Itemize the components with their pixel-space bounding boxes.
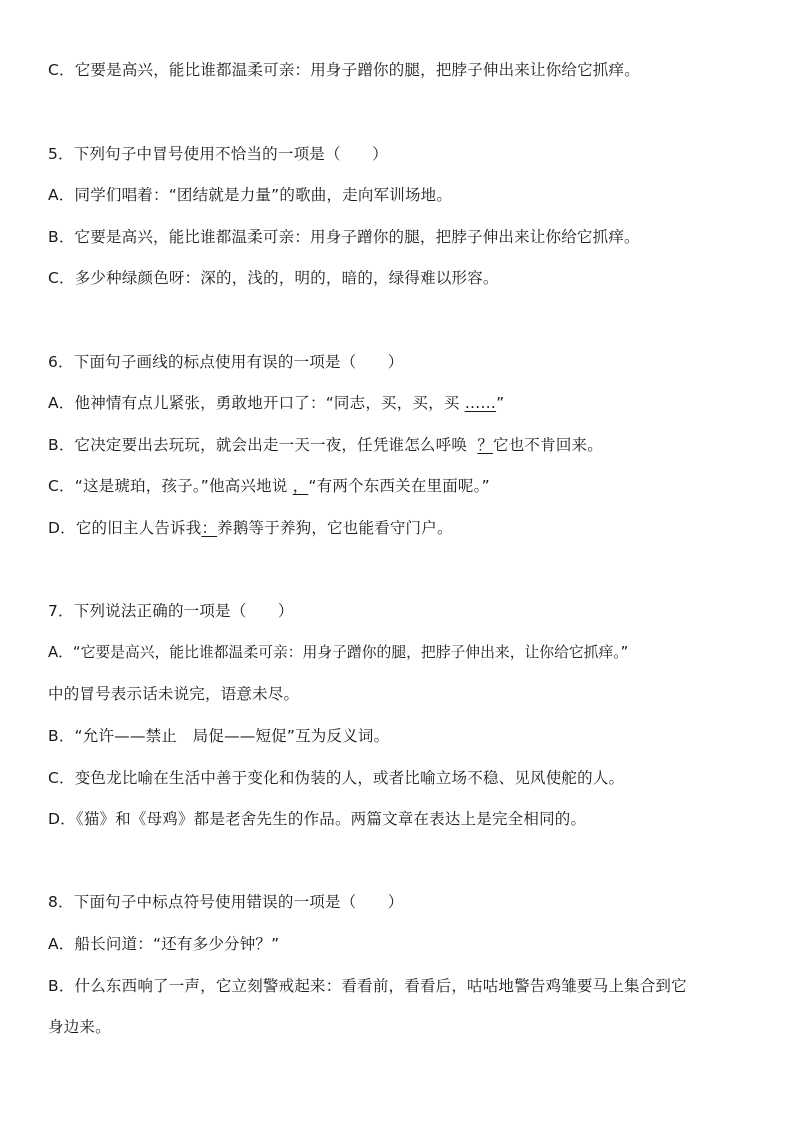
q8-option-a: A．船长问道：“还有多少分钟？” bbox=[48, 935, 280, 953]
q6-option-b-text: B．它决定要出去玩玩，就会出走一天一夜，任凭谁怎么呼唤 bbox=[48, 436, 468, 454]
q6-option-d-underlined-mark: ： bbox=[201, 519, 218, 537]
q5-option-c: C．多少种绿颜色呀：深的，浅的，明的，暗的，绿得难以形容。 bbox=[48, 269, 499, 287]
q6-option-c-underlined-mark: ， bbox=[292, 477, 309, 495]
q7-option-a-line1: A．“它要是高兴，能比谁都温柔可亲：用身子蹭你的腿，把脖子伸出来，让你给它抓痒。” bbox=[48, 644, 629, 661]
q6-option-a bbox=[48, 392, 754, 414]
q6-option-b-tail: 它也不肯回来。 bbox=[493, 436, 603, 454]
q4-option-c: C．它要是高兴，能比谁都温柔可亲：用身子蹭你的腿，把脖子伸出来让你给它抓痒。 bbox=[48, 61, 640, 79]
q7-option-b: B．“允许——禁止 局促——短促”互为反义词。 bbox=[48, 727, 390, 745]
q8-option-b-line2: 身边来。 bbox=[48, 1018, 111, 1036]
q8-stem: 8．下面句子中标点符号使用错误的一项是（ ） bbox=[48, 893, 404, 911]
q6-option-a-tail: ” bbox=[496, 394, 505, 412]
q6-option-a-underlined-mark: …… bbox=[464, 394, 497, 412]
q7-stem: 7．下列说法正确的一项是（ ） bbox=[48, 602, 294, 620]
q6-option-b-underlined-mark: ？ bbox=[477, 436, 494, 454]
q6-option-c-tail: “有两个东西关在里面呢。” bbox=[308, 477, 490, 495]
q6-option-b bbox=[48, 434, 754, 456]
q6-option-c bbox=[48, 475, 754, 497]
q6-option-d-text: D．它的旧主人告诉我 bbox=[48, 519, 202, 537]
q7-option-a-line2: 中的冒号表示话未说完，语意未尽。 bbox=[48, 685, 300, 703]
q7-option-d: D．《猫》和《母鸡》都是老舍先生的作品。两篇文章在表达上是完全相同的。 bbox=[48, 810, 587, 828]
q6-option-c-text: C．“这是琥珀，孩子。”他高兴地说 bbox=[48, 477, 288, 495]
q5-option-b: B．它要是高兴，能比谁都温柔可亲：用身子蹭你的腿，把脖子伸出来让你给它抓痒。 bbox=[48, 228, 640, 246]
q6-stem: 6．下面句子画线的标点使用有误的一项是（ ） bbox=[48, 353, 404, 371]
q6-option-a-text: A．他神情有点儿紧张，勇敢地开口了：“同志，买，买，买 bbox=[48, 394, 460, 412]
q6-option-d bbox=[48, 517, 754, 539]
q6-option-d-tail: 养鹅等于养狗，它也能看守门户。 bbox=[217, 519, 453, 537]
q7-option-c: C．变色龙比喻在生活中善于变化和伪装的人，或者比喻立场不稳、见风使舵的人。 bbox=[48, 769, 625, 787]
q5-option-a: A．同学们唱着：“团结就是力量”的歌曲，走向军训场地。 bbox=[48, 186, 453, 204]
q8-option-b-line1: B．什么东西响了一声，它立刻警戒起来：看看前，看看后，咕咕地警告鸡雏要马上集合到它 bbox=[48, 977, 687, 995]
q5-stem: 5．下列句子中冒号使用不恰当的一项是（ ） bbox=[48, 145, 388, 163]
